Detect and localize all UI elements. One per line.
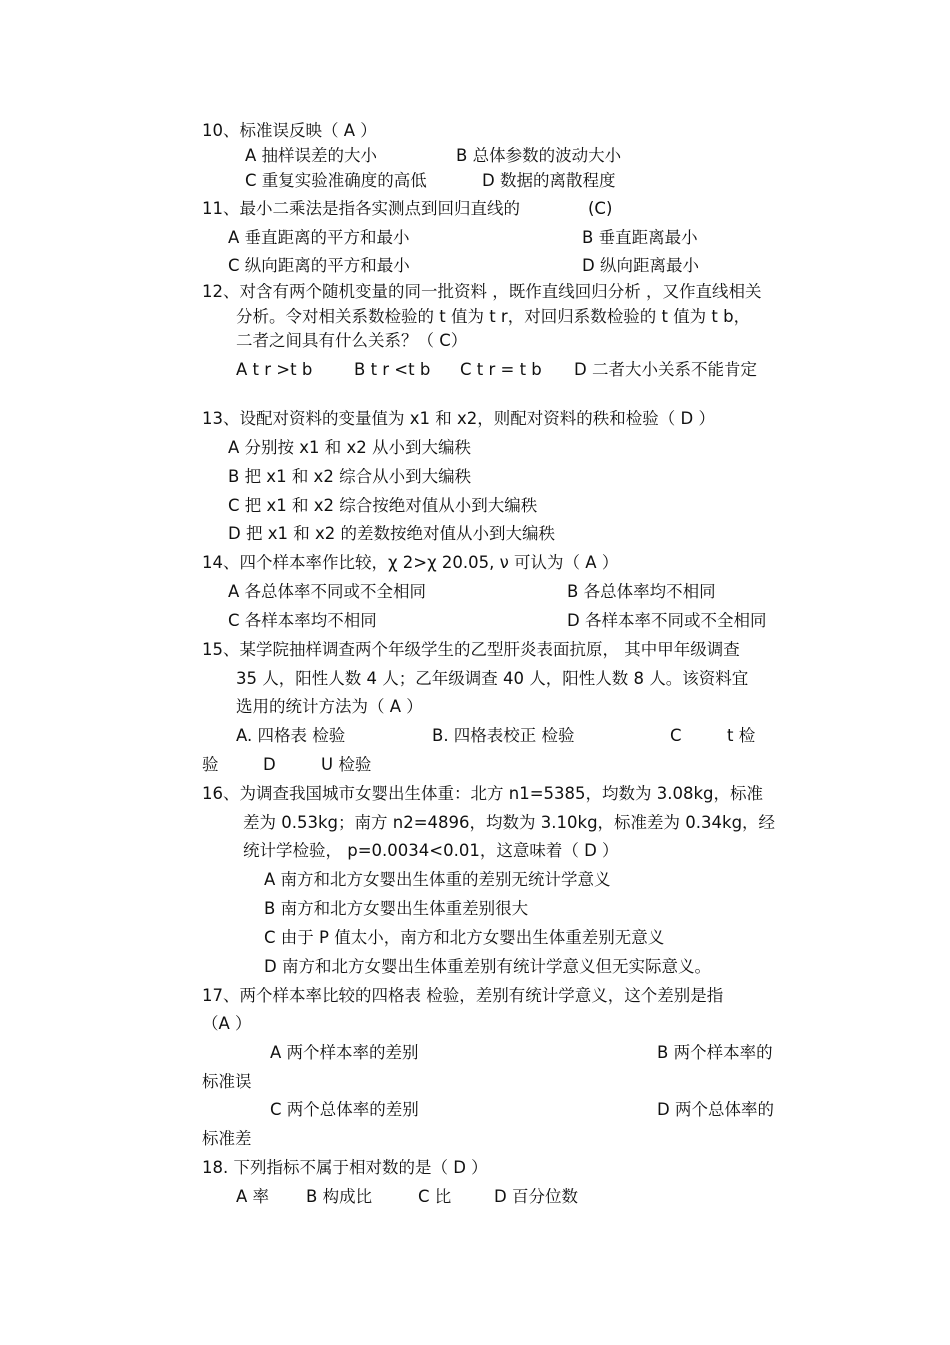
text-line-q16b: B 南方和北方女婴出生体重差别很大 (264, 899, 529, 918)
text-line-q15opt2: B. 四格表校正 检验 (432, 726, 575, 745)
text-line-q17d: D 两个总体率的 (657, 1100, 774, 1119)
text-line-q11ans: (C) (588, 199, 613, 218)
text-line-q11d: D 纵向距离最小 (582, 256, 699, 275)
text-line-q13c: C 把 x1 和 x2 综合按绝对值从小到大编秩 (228, 496, 538, 515)
text-line-q15opt1: A. 四格表 检验 (236, 726, 346, 745)
text-line-q12l1: 12、对含有两个随机变量的同一批资料 ，既作直线回归分析 ，又作直线相关 (202, 282, 762, 301)
text-line-q13a: A 分别按 x1 和 x2 从小到大编秩 (228, 438, 472, 457)
text-line-q15l2: 35 人，阳性人数 4 人；乙年级调查 40 人，阳性人数 8 人。该资料宜 (236, 669, 749, 688)
text-line-q18c: C 比 (418, 1187, 452, 1206)
text-line-q12a: A t r >t b (236, 360, 313, 379)
text-line-q18b: B 构成比 (306, 1187, 373, 1206)
text-line-q12c: C t r = t b (460, 360, 542, 379)
text-line-q11a: A 垂直距离的平方和最小 (228, 228, 410, 247)
text-line-q14c: C 各样本率均不相同 (228, 611, 377, 630)
text-line-q12l2: 分析。令对相关系数检验的 t 值为 t r，对回归系数检验的 t 值为 t b， (236, 307, 751, 326)
text-line-q16c: C 由于 P 值太小，南方和北方女婴出生体重差别无意义 (264, 928, 665, 947)
text-line-q15l1: 15、某学院抽样调查两个年级学生的乙型肝炎表面抗原， 其中甲年级调查 (202, 640, 740, 659)
text-line-q12d: D 二者大小关系不能肯定 (574, 360, 757, 379)
text-line-q17l2: （A ） (202, 1014, 252, 1033)
text-line-q17a: A 两个样本率的差别 (270, 1043, 419, 1062)
text-line-q11: 11、最小二乘法是指各实测点到回归直线的 (202, 199, 520, 218)
text-line-q10d: D 数据的离散程度 (482, 171, 616, 190)
text-line-q13d: D 把 x1 和 x2 的差数按绝对值从小到大编秩 (228, 524, 555, 543)
text-line-q13b: B 把 x1 和 x2 综合从小到大编秩 (228, 467, 472, 486)
text-line-q14a: A 各总体率不同或不全相同 (228, 582, 427, 601)
text-line-q17l1: 17、两个样本率比较的四格表 检验，差别有统计学意义，这个差别是指 (202, 986, 724, 1005)
text-line-q18d: D 百分位数 (494, 1187, 578, 1206)
text-line-q17b: B 两个样本率的 (657, 1043, 773, 1062)
text-line-q15l5c: U 检验 (321, 755, 372, 774)
text-line-q12b: B t r <t b (354, 360, 431, 379)
text-line-q17b2: 标准误 (202, 1072, 252, 1091)
text-line-q10: 10、标准误反映（ A ） (202, 121, 377, 140)
text-line-q15l3: 选用的统计方法为（ A ） (236, 697, 423, 716)
text-line-q12l3: 二者之间具有什么关系？（ C） (236, 331, 468, 350)
text-line-q18: 18. 下列指标不属于相对数的是（ D ） (202, 1158, 488, 1177)
text-line-q10a: A 抽样误差的大小 (245, 146, 378, 165)
text-line-q17d2: 标准差 (202, 1129, 252, 1148)
text-line-q15opt4: t 检 (727, 726, 756, 745)
text-line-q16l1: 16、为调查我国城市女婴出生体重：北方 n1=5385，均数为 3.08kg，标准 (202, 784, 764, 803)
text-line-q16d: D 南方和北方女婴出生体重差别有统计学意义但无实际意义。 (264, 957, 711, 976)
text-line-q10b: B 总体参数的波动大小 (456, 146, 622, 165)
text-line-q16l3: 统计学检验， p=0.0034<0.01，这意味着（ D ） (243, 841, 619, 860)
text-line-q17c: C 两个总体率的差别 (270, 1100, 419, 1119)
text-line-q16l2: 差为 0.53kg；南方 n2=4896，均数为 3.10kg，标准差为 0.34kg，经 (243, 813, 776, 832)
text-line-q15l5b: D (263, 755, 276, 774)
text-line-q15opt3: C (670, 726, 682, 745)
text-line-q14b: B 各总体率均不相同 (567, 582, 716, 601)
text-line-q13: 13、设配对资料的变量值为 x1 和 x2，则配对资料的秩和检验（ D ） (202, 409, 715, 428)
text-line-q14: 14、四个样本率作比较，χ 2>χ 20.05, ν 可认为（ A ） (202, 553, 619, 572)
text-line-q11c: C 纵向距离的平方和最小 (228, 256, 410, 275)
text-line-q15l5a: 验 (202, 755, 219, 774)
text-line-q14d: D 各样本率不同或不全相同 (567, 611, 767, 630)
text-line-q10c: C 重复实验准确度的高低 (245, 171, 427, 190)
text-line-q18a: A 率 (236, 1187, 270, 1206)
text-line-q16a: A 南方和北方女婴出生体重的差别无统计学意义 (264, 870, 611, 889)
text-line-q11b: B 垂直距离最小 (582, 228, 698, 247)
